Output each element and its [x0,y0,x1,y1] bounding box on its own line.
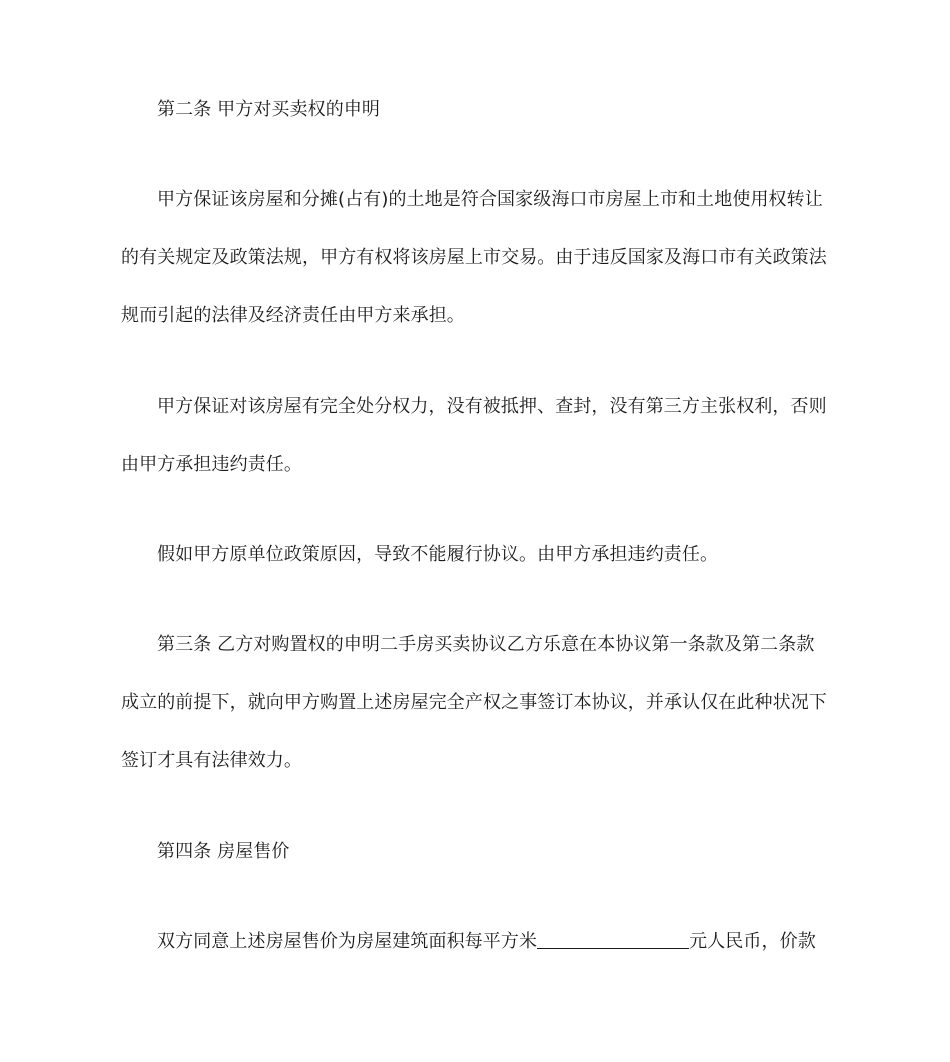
price-text-before: 双方同意上述房屋售价为房屋建筑面积每平方米 [157,931,538,952]
text-line: 规而引起的法律及经济责任由甲方来承担。 [121,305,465,326]
text-line: 成立的前提下，就向甲方购置上述房屋完全产权之事签订本协议，并承认仅在此种状况下 [121,692,827,713]
article-4-price-paragraph [121,913,831,971]
text-line: 第三条 乙方对购置权的申明二手房买卖协议乙方乐意在本协议第一条款及第二条款 [157,634,815,655]
article-4-heading [121,823,831,881]
article-2-paragraph-2 [121,378,831,494]
text-line: 假如甲方原单位政策原因，导致不能履行协议。由甲方承担违约责任。 [157,544,719,565]
article-3-paragraph [121,616,831,790]
text-line: 第四条 房屋售价 [157,841,290,862]
article-2-paragraph-3 [121,526,831,584]
article-2-heading [121,81,831,139]
price-text-after: 元人民币，价款 [689,931,816,952]
text-line: 甲方保证该房屋和分摊(占有)的土地是符合国家级海口市房屋上市和土地使用权转让 [157,189,823,210]
price-blank-field[interactable] [537,930,689,949]
text-line: 的有关规定及政策法规，甲方有权将该房屋上市交易。由于违反国家及海口市有关政策法 [121,247,827,268]
text-line: 由甲方承担违约责任。 [121,454,302,475]
article-2-paragraph-1 [121,171,831,345]
text-line: 签订才具有法律效力。 [121,750,302,771]
text-line: 第二条 甲方对买卖权的申明 [157,99,381,120]
text-line: 甲方保证对该房屋有完全处分权力，没有被抵押、查封，没有第三方主张权利，否则 [157,396,827,417]
price-line [121,913,831,971]
